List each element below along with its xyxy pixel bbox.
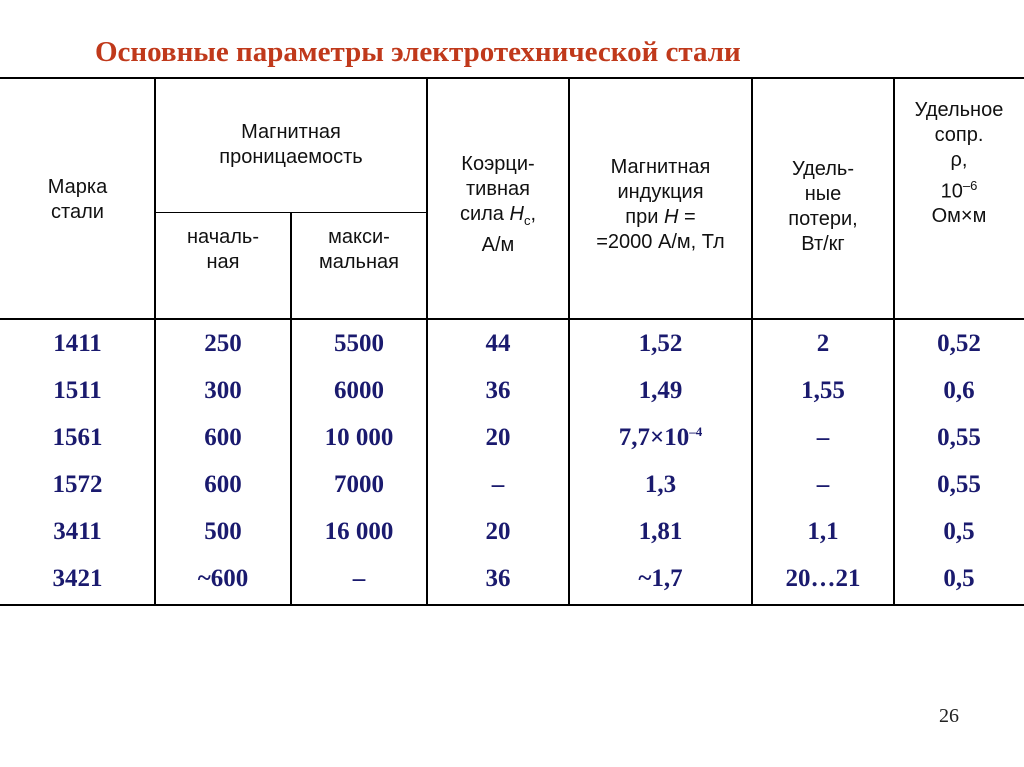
cell-induction: 1,81 [638, 518, 683, 545]
cell-coercive: 20 [485, 518, 511, 545]
cell-resistivity: 0,5 [943, 518, 975, 545]
cell-induction: 1,49 [638, 377, 683, 404]
cell-grade: 1572 [52, 471, 103, 498]
cell-coercive: 36 [485, 565, 511, 592]
cell-losses: 2 [816, 330, 830, 357]
cell-perm-initial: 500 [204, 518, 242, 545]
cell-coercive: 20 [485, 424, 511, 451]
induction-base: 7,7×10 [618, 424, 690, 451]
page-number: 26 [939, 705, 959, 727]
cell-perm-initial: 250 [204, 330, 242, 357]
cell-coercive: – [491, 471, 505, 498]
cell-induction: 1,52 [638, 330, 683, 357]
header-permeability: Магнитная проницаемость [219, 121, 363, 168]
induction-exponent: –4 [689, 424, 703, 439]
header-coercive-force: Коэрци- тивная сила $H_c$, А/м [459, 153, 537, 256]
cell-perm-max: 16 000 [324, 518, 394, 545]
cell-grade: 3411 [53, 518, 102, 545]
cell-perm-initial: ~600 [197, 565, 249, 592]
header-resistivity: Удельное сопр. ρ, $10^{-6}$ Ом×м [914, 98, 1004, 228]
cell-resistivity: 0,52 [937, 330, 981, 357]
cell-grade: 3421 [52, 565, 103, 592]
header-perm-max: макси- мальная [319, 226, 399, 273]
cell-resistivity: 0,6 [943, 377, 975, 404]
cell-losses: 20…21 [785, 565, 861, 592]
cell-grade: 1411 [53, 330, 102, 357]
header-induction: Магнитная индукция при H = =2000 А/м, Тл [596, 156, 725, 253]
cell-losses: – [816, 471, 830, 498]
header-losses: Удель- ные потери, Вт/кг [788, 158, 858, 255]
header-perm-initial: началь- ная [186, 226, 260, 273]
header-steel-grade: Марка стали [47, 176, 108, 223]
cell-perm-max: 7000 [334, 471, 384, 498]
cell-perm-max: 5500 [334, 330, 384, 357]
cell-perm-initial: 600 [204, 471, 242, 498]
cell-perm-initial: 600 [204, 424, 242, 451]
cell-coercive: 44 [485, 330, 511, 357]
cell-grade: 1511 [53, 377, 102, 404]
cell-losses: 1,55 [801, 377, 845, 404]
cell-coercive: 36 [485, 377, 511, 404]
cell-resistivity: 0,5 [943, 565, 975, 592]
cell-perm-max: – [352, 565, 366, 592]
cell-resistivity: 0,55 [937, 424, 981, 451]
cell-induction: ~1,7 [638, 565, 683, 592]
cell-perm-max: 10 000 [324, 424, 394, 451]
cell-losses: – [816, 424, 830, 451]
cell-perm-max: 6000 [334, 377, 384, 404]
cell-losses: 1,1 [807, 518, 839, 545]
cell-perm-initial: 300 [204, 377, 242, 404]
slide-title: Основные параметры электротехнической стали [95, 36, 741, 68]
cell-grade: 1561 [52, 424, 103, 451]
cell-induction [569, 423, 752, 453]
cell-induction: 1,3 [644, 471, 677, 498]
cell-resistivity: 0,55 [937, 471, 981, 498]
